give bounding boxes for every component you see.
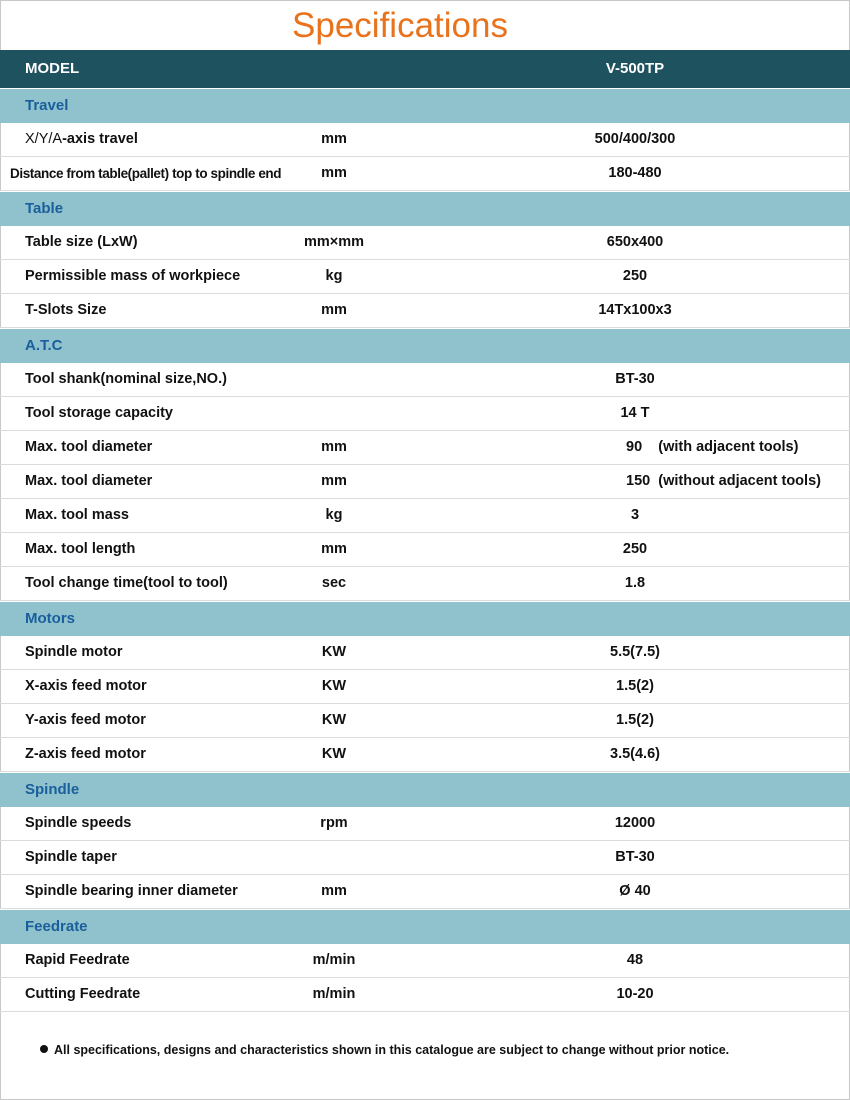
row-value: 1.5(2) <box>616 678 654 694</box>
section-title: Travel <box>25 97 69 114</box>
row-unit: sec <box>321 575 347 591</box>
row-label: Max. tool length <box>25 541 136 557</box>
table-row <box>0 841 850 875</box>
row-value: 650x400 <box>606 234 664 250</box>
row-label: Y-axis feed motor <box>25 712 146 728</box>
model-value: V-500TP <box>605 60 665 77</box>
row-unit: KW <box>321 746 347 762</box>
table-row <box>0 807 850 841</box>
section-title: Table <box>25 200 64 217</box>
row-value: 500/400/300 <box>594 131 676 147</box>
row-unit: mm <box>321 473 347 489</box>
row-label: X-axis feed motor <box>25 678 147 694</box>
table-row <box>0 636 850 670</box>
row-label: Max. tool diameter <box>25 439 153 455</box>
row-value: 1.8 <box>624 575 646 591</box>
row-value: 90 (with adjacent tools) <box>626 439 799 455</box>
table-row <box>0 363 850 397</box>
row-value: 250 <box>622 541 648 557</box>
row-unit: kg <box>325 268 343 284</box>
table-row <box>0 397 850 431</box>
section-motors <box>0 601 850 636</box>
table-header <box>0 50 850 88</box>
row-unit: m/min <box>312 986 356 1002</box>
row-unit: mm <box>321 131 347 147</box>
row-value: 180-480 <box>608 165 662 181</box>
table-row <box>0 157 850 191</box>
row-value: Ø 40 <box>619 883 651 899</box>
row-unit: mm <box>321 541 347 557</box>
row-label: Distance from table(pallet) top to spindle end <box>10 166 282 181</box>
row-unit: mm <box>321 883 347 899</box>
row-value: 5.5(7.5) <box>610 644 660 660</box>
spec-table <box>0 50 850 1012</box>
table-row <box>0 294 850 328</box>
row-label: Z-axis feed motor <box>25 746 146 762</box>
row-unit: mm <box>321 165 347 181</box>
bullet-icon <box>40 1045 48 1053</box>
table-row <box>0 670 850 704</box>
model-label: MODEL <box>25 60 80 77</box>
row-label <box>25 123 138 156</box>
row-label: Cutting Feedrate <box>25 986 141 1002</box>
row-label: Tool change time(tool to tool) <box>25 575 228 591</box>
row-value: 150 (without adjacent tools) <box>626 473 821 489</box>
row-label: Spindle motor <box>25 644 123 660</box>
row-label: Spindle bearing inner diameter <box>25 883 238 899</box>
row-value: 48 <box>626 952 644 968</box>
table-row <box>0 533 850 567</box>
row-value: 3 <box>630 507 640 523</box>
row-unit: mm×mm <box>303 234 365 250</box>
row-value: BT-30 <box>615 371 655 387</box>
section-title: Motors <box>25 610 75 627</box>
row-unit: KW <box>321 644 347 660</box>
row-unit: kg <box>325 507 343 523</box>
row-label: Max. tool diameter <box>25 473 153 489</box>
row-value: BT-30 <box>615 849 655 865</box>
table-row <box>0 123 850 157</box>
row-label: Rapid Feedrate <box>25 952 130 968</box>
row-label-text: -axis travel <box>62 131 138 147</box>
table-row <box>0 738 850 772</box>
row-value: 250 <box>622 268 648 284</box>
section-title: Feedrate <box>25 918 88 935</box>
row-label: Tool storage capacity <box>25 405 173 421</box>
row-value: 14Tx100x3 <box>598 302 672 318</box>
footnote <box>40 1043 729 1057</box>
table-row <box>0 704 850 738</box>
section-title: A.T.C <box>25 337 63 354</box>
row-value: 14 T <box>620 405 650 421</box>
row-label: Permissible mass of workpiece <box>25 268 241 284</box>
row-value: 1.5(2) <box>616 712 654 728</box>
section-spindle <box>0 772 850 807</box>
row-unit: KW <box>321 712 347 728</box>
footnote-text: All specifications, designs and characteristics shown in this catalogue are subject to change without prior notice. <box>54 1043 730 1057</box>
section-title: Spindle <box>25 781 80 798</box>
row-unit: m/min <box>312 952 356 968</box>
row-value: 12000 <box>614 815 656 831</box>
table-row <box>0 944 850 978</box>
table-row <box>0 260 850 294</box>
table-row <box>0 226 850 260</box>
table-row <box>0 499 850 533</box>
row-label: Max. tool mass <box>25 507 129 523</box>
row-label: T-Slots Size <box>25 302 107 318</box>
section-travel <box>0 88 850 123</box>
row-value: 3.5(4.6) <box>610 746 660 762</box>
page-title: Specifications <box>292 6 508 45</box>
row-value: 10-20 <box>616 986 654 1002</box>
table-row <box>0 431 850 465</box>
row-unit: KW <box>321 678 347 694</box>
row-label: Spindle speeds <box>25 815 132 831</box>
table-row <box>0 978 850 1012</box>
row-unit: rpm <box>320 815 348 831</box>
row-label: Tool shank(nominal size,NO.) <box>25 371 227 387</box>
section-table <box>0 191 850 226</box>
row-unit: mm <box>321 439 347 455</box>
row-label: Spindle taper <box>25 849 117 865</box>
section-atc <box>0 328 850 363</box>
row-label: Table size (LxW) <box>25 234 138 250</box>
row-unit: mm <box>321 302 347 318</box>
table-row <box>0 465 850 499</box>
row-label-prefix: X/Y/A <box>25 131 63 147</box>
section-feedrate <box>0 909 850 944</box>
table-row <box>0 875 850 909</box>
table-row <box>0 567 850 601</box>
